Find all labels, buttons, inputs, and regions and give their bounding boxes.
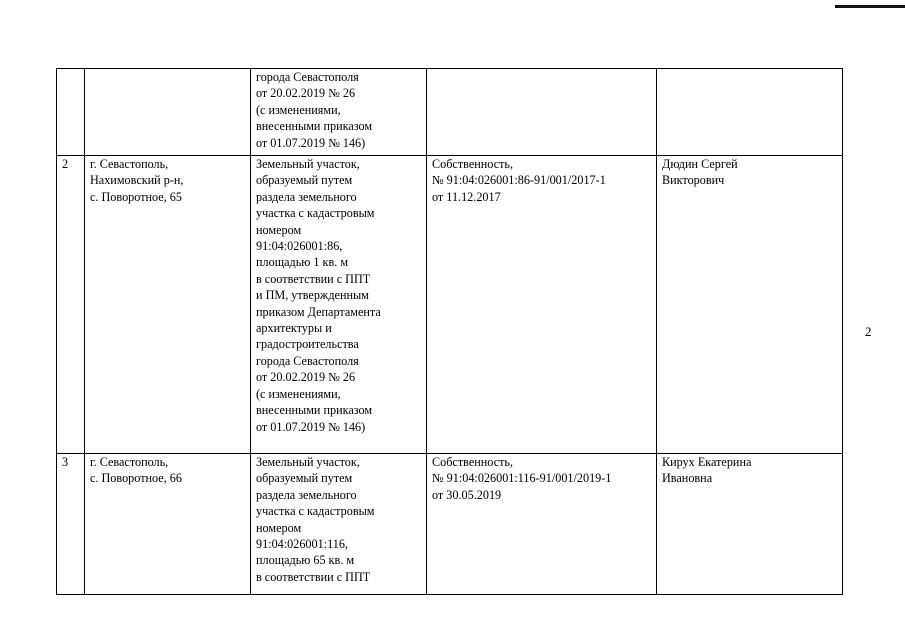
owner-cell: Кирух Екатерина Ивановна — [657, 454, 843, 595]
rights-cell: Собственность, № 91:04:026001:86-91/001/2017-1 от 11.12.2017 — [427, 156, 657, 454]
scan-edge-mark — [835, 5, 905, 8]
row-number-cell: 2 — [57, 156, 85, 454]
address-cell: г. Севастополь, Нахимовский р-н, с. Поворотное, 65 — [85, 156, 251, 454]
row-number-cell — [57, 69, 85, 156]
owner-cell: Дюдин Сергей Викторович — [657, 156, 843, 454]
owner-cell — [657, 69, 843, 156]
rights-cell — [427, 69, 657, 156]
land-registry-table — [56, 68, 843, 595]
description-cell: города Севастополя от 20.02.2019 № 26 (с изменениями, внесенными приказом от 01.07.2019 № 146) — [251, 69, 427, 156]
row-number-cell: 3 — [57, 454, 85, 595]
table-row — [57, 454, 843, 595]
description-cell: Земельный участок, образуемый путем раздела земельного участка с кадастровым номером 91:04:026001:116, площадью 65 кв. м в соответствии с ППТ — [251, 454, 427, 595]
rights-cell: Собственность, № 91:04:026001:116-91/001/2019-1 от 30.05.2019 — [427, 454, 657, 595]
page-number: 2 — [865, 324, 872, 339]
address-cell — [85, 69, 251, 156]
table-row — [57, 69, 843, 156]
table-row — [57, 156, 843, 454]
address-cell: г. Севастополь, с. Поворотное, 66 — [85, 454, 251, 595]
description-cell: Земельный участок, образуемый путем раздела земельного участка с кадастровым номером 91:04:026001:86, площадью 1 кв. м в соответствии с ППТ и ПМ, утвержденным приказом Департамента архитектуры и градостроительства города Севастополя от 20.02.2019 № 26 (с изменениями, внесенными приказом от 01.07.2019 № 146) — [251, 156, 427, 454]
